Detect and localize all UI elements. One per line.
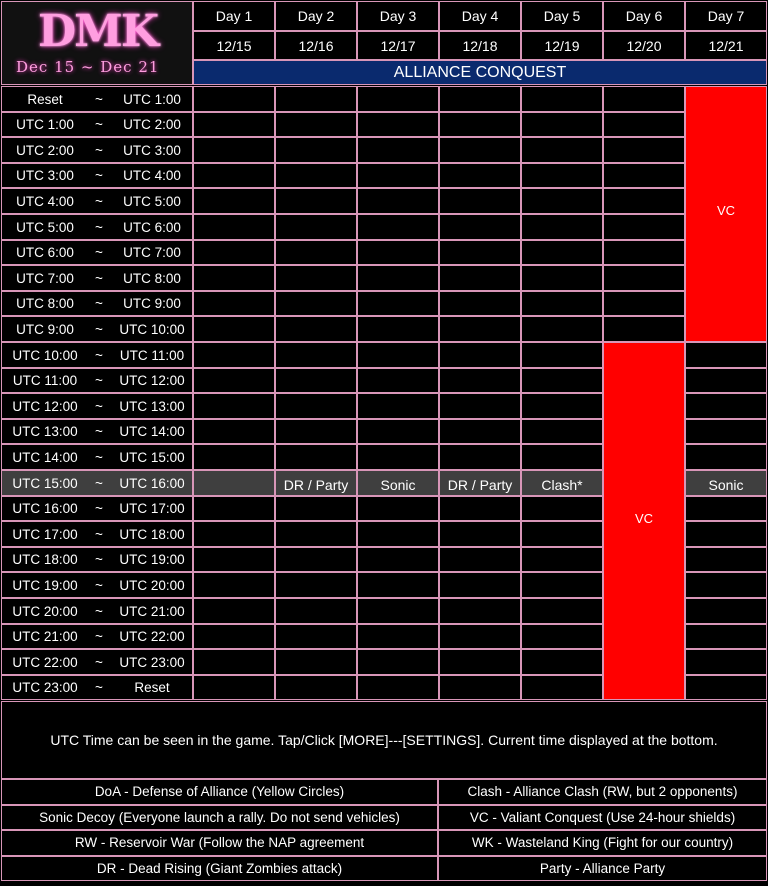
schedule-cell bbox=[439, 547, 521, 572]
schedule-cell bbox=[521, 291, 603, 316]
schedule-cell bbox=[193, 214, 275, 240]
time-slot-row bbox=[1, 419, 193, 444]
slot-separator: ~ bbox=[95, 654, 103, 670]
schedule-cell bbox=[439, 112, 521, 137]
schedule-cell bbox=[439, 444, 521, 470]
slot-start: UTC 15:00 bbox=[12, 475, 78, 491]
schedule-cell bbox=[357, 393, 439, 419]
schedule-cell bbox=[521, 547, 603, 572]
time-slot-row bbox=[1, 112, 193, 137]
time-slot-row bbox=[1, 470, 193, 496]
slot-end: Reset bbox=[134, 680, 170, 695]
slot-start: Reset bbox=[27, 91, 63, 107]
slot-separator: ~ bbox=[95, 142, 103, 158]
schedule-cell bbox=[193, 316, 275, 342]
slot-end: UTC 8:00 bbox=[123, 270, 181, 286]
schedule-cell bbox=[685, 368, 767, 393]
slot-end: UTC 17:00 bbox=[119, 501, 185, 516]
schedule-cell bbox=[357, 572, 439, 598]
schedule-cell bbox=[193, 342, 275, 368]
logo-dates: Dec 15 ~ Dec 21 bbox=[16, 58, 160, 76]
schedule-cell bbox=[685, 496, 767, 521]
schedule-cell bbox=[193, 572, 275, 598]
schedule-cell bbox=[439, 419, 521, 444]
slot-separator: ~ bbox=[95, 270, 103, 286]
schedule-cell bbox=[439, 496, 521, 521]
schedule-cell bbox=[275, 137, 357, 163]
schedule-cell bbox=[439, 675, 521, 700]
slot-start: UTC 13:00 bbox=[12, 424, 78, 439]
schedule-cell bbox=[357, 342, 439, 368]
schedule-cell bbox=[193, 265, 275, 291]
schedule-cell bbox=[685, 675, 767, 700]
slot-end: UTC 1:00 bbox=[123, 91, 181, 107]
slot-end: UTC 19:00 bbox=[119, 552, 185, 567]
schedule-cell bbox=[685, 444, 767, 470]
schedule-cell bbox=[685, 547, 767, 572]
day-header: Day 6 bbox=[603, 1, 685, 31]
schedule-cell bbox=[521, 137, 603, 163]
schedule-cell bbox=[357, 598, 439, 624]
schedule-cell bbox=[603, 137, 685, 163]
schedule-cell bbox=[521, 624, 603, 649]
schedule-cell bbox=[357, 137, 439, 163]
schedule-cell bbox=[439, 137, 521, 163]
slot-start: UTC 16:00 bbox=[12, 501, 78, 516]
time-slot-row bbox=[1, 265, 193, 291]
time-slot-row bbox=[1, 240, 193, 265]
schedule-cell bbox=[193, 188, 275, 214]
legend-item: Party - Alliance Party bbox=[438, 856, 767, 882]
schedule-cell bbox=[439, 368, 521, 393]
schedule-cell bbox=[275, 86, 357, 112]
schedule-cell bbox=[603, 188, 685, 214]
slot-start: UTC 10:00 bbox=[12, 347, 78, 363]
schedule-cell bbox=[193, 112, 275, 137]
schedule-cell bbox=[275, 649, 357, 675]
slot-separator: ~ bbox=[95, 501, 103, 516]
time-slot-row bbox=[1, 547, 193, 572]
schedule-cell bbox=[275, 624, 357, 649]
schedule-cell bbox=[275, 265, 357, 291]
vc-block: VC bbox=[685, 86, 767, 342]
schedule-cell bbox=[603, 240, 685, 265]
slot-separator: ~ bbox=[95, 321, 103, 337]
day-date: 12/20 bbox=[603, 31, 685, 60]
event-label: DR / Party bbox=[447, 477, 513, 493]
slot-start: UTC 19:00 bbox=[12, 577, 78, 593]
slot-start: UTC 3:00 bbox=[16, 168, 74, 183]
slot-end: UTC 14:00 bbox=[119, 424, 185, 439]
slot-start: UTC 22:00 bbox=[12, 654, 78, 670]
time-slot-row bbox=[1, 572, 193, 598]
time-slot-row bbox=[1, 163, 193, 188]
slot-start: UTC 14:00 bbox=[12, 449, 78, 465]
legend-item: RW - Reservoir War (Follow the NAP agreement bbox=[1, 830, 438, 856]
schedule-cell bbox=[275, 188, 357, 214]
schedule-cell bbox=[275, 547, 357, 572]
schedule-cell bbox=[193, 393, 275, 419]
legend-item: Clash - Alliance Clash (RW, but 2 opponents) bbox=[438, 779, 767, 805]
slot-start: UTC 11:00 bbox=[12, 373, 78, 388]
schedule-cell bbox=[193, 419, 275, 444]
event-label: Sonic bbox=[708, 477, 744, 493]
schedule-cell bbox=[603, 86, 685, 112]
logo-mark: DMK bbox=[38, 6, 158, 57]
schedule-cell bbox=[193, 675, 275, 700]
slot-separator: ~ bbox=[95, 296, 103, 311]
schedule-cell bbox=[357, 214, 439, 240]
day-date: 12/18 bbox=[439, 31, 521, 60]
slot-end: UTC 3:00 bbox=[123, 142, 181, 158]
slot-start: UTC 17:00 bbox=[12, 526, 78, 542]
slot-start: UTC 21:00 bbox=[12, 629, 78, 644]
schedule-cell bbox=[275, 496, 357, 521]
slot-end: UTC 18:00 bbox=[119, 526, 185, 542]
schedule-cell bbox=[521, 572, 603, 598]
slot-end: UTC 7:00 bbox=[123, 245, 181, 260]
slot-separator: ~ bbox=[95, 629, 103, 644]
schedule-cell bbox=[357, 112, 439, 137]
schedule-cell bbox=[521, 444, 603, 470]
time-slot-row bbox=[1, 86, 193, 112]
slot-start: UTC 5:00 bbox=[16, 219, 74, 235]
time-slot-row bbox=[1, 496, 193, 521]
slot-end: UTC 2:00 bbox=[123, 117, 181, 132]
time-slot-row bbox=[1, 368, 193, 393]
schedule-cell bbox=[439, 572, 521, 598]
schedule-cell bbox=[685, 393, 767, 419]
schedule-cell bbox=[685, 521, 767, 547]
day-header: Day 2 bbox=[275, 1, 357, 31]
schedule-cell bbox=[685, 624, 767, 649]
schedule-cell bbox=[357, 521, 439, 547]
slot-end: UTC 11:00 bbox=[119, 347, 185, 363]
schedule-cell bbox=[521, 316, 603, 342]
schedule-cell bbox=[603, 265, 685, 291]
slot-start: UTC 18:00 bbox=[12, 552, 78, 567]
schedule-cell bbox=[357, 240, 439, 265]
time-slot-row bbox=[1, 137, 193, 163]
schedule-cell bbox=[357, 188, 439, 214]
schedule-cell bbox=[521, 496, 603, 521]
schedule-cell bbox=[521, 214, 603, 240]
slot-start: UTC 23:00 bbox=[12, 680, 78, 695]
schedule-cell bbox=[275, 316, 357, 342]
schedule-cell bbox=[193, 291, 275, 316]
schedule-cell bbox=[521, 393, 603, 419]
schedule-cell bbox=[685, 419, 767, 444]
slot-separator: ~ bbox=[95, 245, 103, 260]
schedule-cell bbox=[275, 675, 357, 700]
schedule-cell bbox=[193, 444, 275, 470]
schedule-cell bbox=[521, 265, 603, 291]
time-slot-row bbox=[1, 598, 193, 624]
schedule-cell bbox=[193, 368, 275, 393]
slot-separator: ~ bbox=[95, 475, 103, 491]
schedule-cell bbox=[603, 316, 685, 342]
slot-start: UTC 1:00 bbox=[16, 117, 74, 132]
schedule-cell bbox=[521, 163, 603, 188]
time-slot-row bbox=[1, 316, 193, 342]
schedule-cell bbox=[357, 496, 439, 521]
time-slot-row bbox=[1, 342, 193, 368]
slot-start: UTC 4:00 bbox=[16, 193, 74, 209]
slot-start: UTC 7:00 bbox=[16, 270, 74, 286]
schedule-cell bbox=[521, 188, 603, 214]
schedule-cell bbox=[275, 240, 357, 265]
logo bbox=[1, 1, 193, 85]
schedule-cell bbox=[521, 419, 603, 444]
schedule-cell bbox=[685, 342, 767, 368]
schedule-cell bbox=[193, 547, 275, 572]
schedule-cell bbox=[521, 86, 603, 112]
schedule-cell bbox=[439, 393, 521, 419]
slot-separator: ~ bbox=[95, 526, 103, 542]
slot-end: UTC 16:00 bbox=[119, 475, 185, 491]
schedule-cell bbox=[275, 342, 357, 368]
time-slot-row bbox=[1, 649, 193, 675]
schedule-cell bbox=[521, 598, 603, 624]
slot-separator: ~ bbox=[95, 552, 103, 567]
schedule-cell bbox=[357, 265, 439, 291]
slot-separator: ~ bbox=[95, 424, 103, 439]
slot-end: UTC 10:00 bbox=[119, 321, 185, 337]
schedule-cell bbox=[603, 291, 685, 316]
slot-separator: ~ bbox=[95, 168, 103, 183]
schedule-cell bbox=[275, 368, 357, 393]
schedule-cell bbox=[275, 112, 357, 137]
schedule-cell bbox=[357, 291, 439, 316]
schedule-cell bbox=[193, 86, 275, 112]
slot-end: UTC 5:00 bbox=[123, 193, 181, 209]
slot-end: UTC 22:00 bbox=[119, 629, 185, 644]
slot-separator: ~ bbox=[95, 577, 103, 593]
schedule-cell bbox=[275, 291, 357, 316]
day-date: 12/15 bbox=[193, 31, 275, 60]
legend-item: DR - Dead Rising (Giant Zombies attack) bbox=[1, 856, 438, 882]
schedule-cell bbox=[275, 163, 357, 188]
schedule-cell bbox=[275, 572, 357, 598]
schedule-cell bbox=[275, 393, 357, 419]
time-slot-row bbox=[1, 675, 193, 700]
legend-item: WK - Wasteland King (Fight for our country) bbox=[438, 830, 767, 856]
schedule-cell bbox=[439, 265, 521, 291]
slot-end: UTC 12:00 bbox=[119, 373, 185, 388]
schedule-cell bbox=[439, 649, 521, 675]
schedule-cell bbox=[439, 163, 521, 188]
slot-separator: ~ bbox=[95, 373, 103, 388]
schedule-cell bbox=[357, 419, 439, 444]
schedule-cell bbox=[521, 368, 603, 393]
schedule-cell bbox=[193, 649, 275, 675]
slot-separator: ~ bbox=[95, 603, 103, 619]
schedule-cell bbox=[521, 342, 603, 368]
schedule-cell bbox=[357, 163, 439, 188]
slot-start: UTC 9:00 bbox=[16, 321, 74, 337]
slot-end: UTC 6:00 bbox=[123, 219, 181, 235]
day-header: Day 5 bbox=[521, 1, 603, 31]
slot-start: UTC 8:00 bbox=[16, 296, 74, 311]
schedule-cell bbox=[357, 444, 439, 470]
day-date: 12/21 bbox=[685, 31, 767, 60]
schedule-cell bbox=[685, 649, 767, 675]
schedule-cell bbox=[439, 240, 521, 265]
time-slot-row bbox=[1, 393, 193, 419]
schedule-cell bbox=[357, 624, 439, 649]
schedule-cell bbox=[439, 624, 521, 649]
banner-title: ALLIANCE CONQUEST bbox=[193, 60, 767, 85]
schedule-cell bbox=[439, 598, 521, 624]
schedule-cell bbox=[357, 675, 439, 700]
schedule-cell bbox=[193, 240, 275, 265]
schedule-cell bbox=[193, 163, 275, 188]
schedule-cell bbox=[357, 649, 439, 675]
schedule-cell bbox=[193, 496, 275, 521]
day-header: Day 7 bbox=[685, 1, 767, 31]
slot-separator: ~ bbox=[95, 219, 103, 235]
schedule-cell bbox=[439, 291, 521, 316]
schedule-cell bbox=[193, 137, 275, 163]
slot-separator: ~ bbox=[95, 117, 103, 132]
schedule-cell bbox=[275, 419, 357, 444]
schedule-cell bbox=[521, 521, 603, 547]
time-slot-row bbox=[1, 444, 193, 470]
time-slot-row bbox=[1, 188, 193, 214]
slot-start: UTC 12:00 bbox=[12, 398, 78, 414]
day-header: Day 4 bbox=[439, 1, 521, 31]
slot-end: UTC 13:00 bbox=[119, 398, 185, 414]
schedule-cell bbox=[521, 649, 603, 675]
schedule-cell bbox=[193, 470, 275, 496]
event-label: DR / Party bbox=[283, 477, 349, 493]
slot-end: UTC 23:00 bbox=[119, 654, 185, 670]
schedule-cell bbox=[357, 316, 439, 342]
schedule-cell bbox=[275, 598, 357, 624]
schedule-cell bbox=[521, 675, 603, 700]
slot-separator: ~ bbox=[95, 449, 103, 465]
schedule-cell bbox=[439, 316, 521, 342]
schedule-cell bbox=[439, 214, 521, 240]
day-date: 12/19 bbox=[521, 31, 603, 60]
slot-separator: ~ bbox=[95, 398, 103, 414]
footer-note: UTC Time can be seen in the game. Tap/Click [MORE]---[SETTINGS]. Current time displayed at the bottom. bbox=[1, 701, 767, 779]
slot-end: UTC 15:00 bbox=[119, 449, 185, 465]
schedule-cell bbox=[603, 163, 685, 188]
day-header: Day 3 bbox=[357, 1, 439, 31]
schedule-cell bbox=[603, 112, 685, 137]
day-date: 12/16 bbox=[275, 31, 357, 60]
slot-end: UTC 20:00 bbox=[119, 577, 185, 593]
day-header: Day 1 bbox=[193, 1, 275, 31]
schedule-cell bbox=[275, 521, 357, 547]
schedule-cell bbox=[275, 444, 357, 470]
slot-separator: ~ bbox=[95, 680, 103, 695]
schedule-cell bbox=[357, 86, 439, 112]
schedule-cell bbox=[439, 342, 521, 368]
day-date: 12/17 bbox=[357, 31, 439, 60]
time-slot-row bbox=[1, 521, 193, 547]
legend-item: VC - Valiant Conquest (Use 24-hour shields) bbox=[438, 805, 767, 831]
slot-start: UTC 20:00 bbox=[12, 603, 78, 619]
slot-separator: ~ bbox=[95, 91, 103, 107]
slot-end: UTC 4:00 bbox=[123, 168, 181, 183]
schedule-cell bbox=[357, 547, 439, 572]
slot-separator: ~ bbox=[95, 347, 103, 363]
schedule-cell bbox=[439, 188, 521, 214]
schedule-cell bbox=[521, 240, 603, 265]
schedule-cell bbox=[685, 598, 767, 624]
legend-item: Sonic Decoy (Everyone launch a rally. Do not send vehicles) bbox=[1, 805, 438, 831]
slot-end: UTC 9:00 bbox=[123, 296, 181, 311]
event-label: Clash* bbox=[541, 477, 583, 493]
slot-start: UTC 2:00 bbox=[16, 142, 74, 158]
schedule-cell bbox=[439, 86, 521, 112]
schedule-cell bbox=[193, 598, 275, 624]
schedule-cell bbox=[685, 572, 767, 598]
schedule-cell bbox=[357, 368, 439, 393]
legend-item: DoA - Defense of Alliance (Yellow Circles) bbox=[1, 779, 438, 805]
event-label: Sonic bbox=[380, 477, 416, 493]
slot-separator: ~ bbox=[95, 193, 103, 209]
time-slot-row bbox=[1, 624, 193, 649]
slot-end: UTC 21:00 bbox=[119, 603, 185, 619]
schedule-cell bbox=[603, 214, 685, 240]
time-slot-row bbox=[1, 291, 193, 316]
time-slot-row bbox=[1, 214, 193, 240]
schedule-cell bbox=[521, 112, 603, 137]
schedule-cell bbox=[439, 521, 521, 547]
schedule-cell bbox=[193, 521, 275, 547]
vc-block: VC bbox=[603, 342, 685, 700]
schedule-cell bbox=[275, 214, 357, 240]
slot-start: UTC 6:00 bbox=[16, 245, 74, 260]
schedule-cell bbox=[193, 624, 275, 649]
